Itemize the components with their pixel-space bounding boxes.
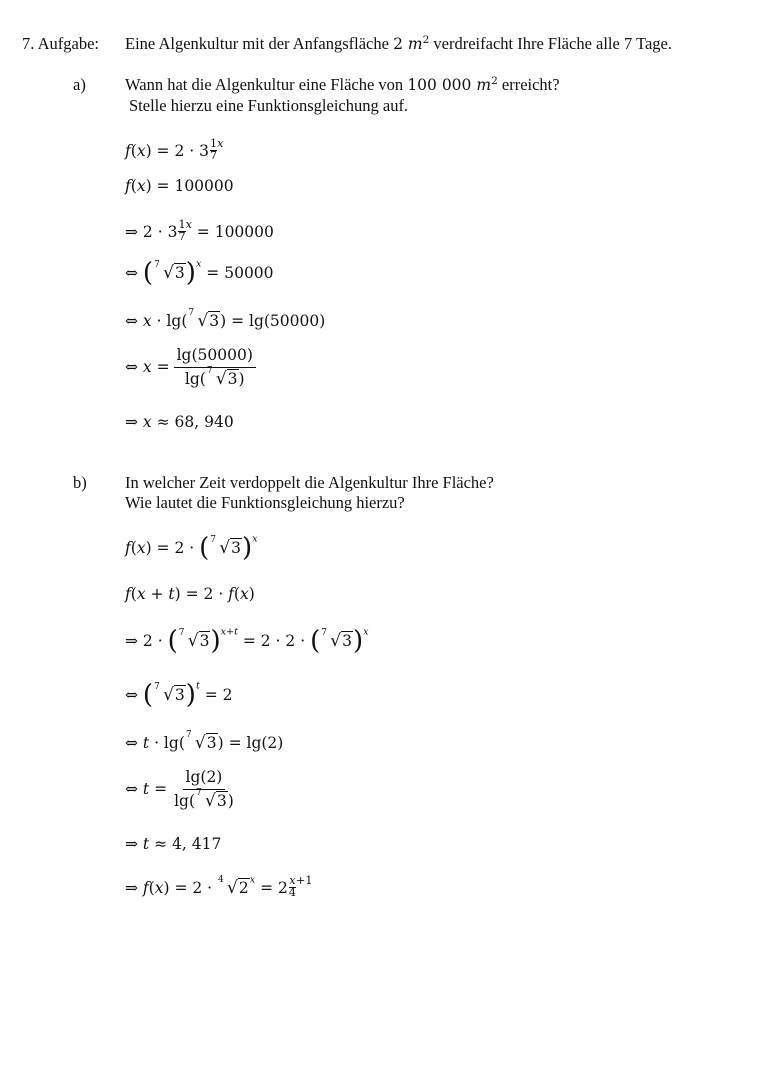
task-intro-text-pre: Eine Algenkultur mit der Anfangsfläche <box>125 34 389 53</box>
eq-a3-factor: 2 <box>142 222 153 241</box>
eq-a6-numerator: lg(50000) <box>174 347 256 368</box>
part-a-q1-qty: 100 000 <box>407 76 472 94</box>
eq-a1-factor: 2 <box>174 141 185 160</box>
part-a-label: a) <box>73 75 86 94</box>
eq-a2-value: 100000 <box>174 177 234 195</box>
eq-a5-rhs: lg(50000) <box>249 312 326 330</box>
intro-exp: 2 <box>422 34 430 47</box>
eq-b6-numerator: lg(2) <box>183 769 226 790</box>
part-a-q1-pre: Wann hat die Algenkultur eine Fläche von <box>125 75 404 94</box>
eq-a5: ⇔ x · lg( 7 √3) = lg(50000) <box>125 308 326 331</box>
task-intro <box>125 35 672 54</box>
eq-a1: f(x) = 2 · 3 $\frac{1}{7}$ $^x$ <box>125 137 224 162</box>
eq-b2: f(x + t) = 2 · f(x) <box>125 585 255 603</box>
eq-a3-value: 100000 <box>214 222 274 241</box>
part-a-q1-quantity <box>407 76 497 94</box>
part-a-q1-post: erreicht? <box>501 75 560 94</box>
part-b-question-2: Wie lautet die Funktionsgleichung hierzu? <box>125 493 405 512</box>
eq-a2: f(x) = 100000 <box>125 177 234 195</box>
eq-a6-denominator: lg( 7 √3) <box>184 365 245 389</box>
eq-b7: ⇒ t ≈ 4, 417 <box>125 835 222 853</box>
eq-b4: ⇔ ( 7 √3)$^t$ = 2 <box>125 680 233 710</box>
eq-b6-denominator: lg( 7 √3) <box>174 787 234 811</box>
intro-qty: 2 <box>393 35 403 53</box>
eq-b7-result: 4, 417 <box>172 835 222 853</box>
part-a-question-1 <box>125 76 560 95</box>
eq-a7-result: 68, 940 <box>174 413 234 431</box>
part-b-label: b) <box>73 473 87 492</box>
eq-a4-value: 50000 <box>224 264 274 282</box>
part-a-q1-exp: 2 <box>491 75 498 88</box>
eq-a3: ⇒ 2 · 3 $\frac{1}{7}$ $^x$ = 100000 <box>125 218 274 243</box>
eq-b6: ⇔ t = lg(2) lg( 7 √3) <box>125 769 237 811</box>
intro-unit: m <box>407 35 423 53</box>
eq-a6: ⇔ x = lg(50000) lg( 7 √3) <box>125 347 256 389</box>
task-intro-quantity <box>393 35 429 53</box>
eq-b1: f(x) = 2 · ( 7 √3)$^x$ <box>125 533 258 563</box>
eq-a4-base: 3 <box>174 264 185 282</box>
eq-a7: ⇒ x ≈ 68, 940 <box>125 413 234 431</box>
part-a-question-2: Stelle hierzu eine Funktionsgleichung auf. <box>129 96 409 115</box>
eq-b3: ⇒ 2 · ( 7 √3)$^{x+t}$ = 2 · 2 · ( 7 √3)$^x$ <box>125 626 369 656</box>
eq-a4: ⇔ ( 7 √3)$^x$ = 50000 <box>125 258 274 288</box>
eq-a1-base: 3 <box>199 141 209 160</box>
part-b-question-1: In welcher Zeit verdoppelt die Algenkultur Ihre Fläche? <box>125 473 494 492</box>
eq-b8: ⇒ f(x) = 2 · 4 $√2^x = 2$ $\frac{x}{4}$ $^{+1}$ <box>125 874 313 899</box>
task-intro-text-post: verdreifacht Ihre Fläche alle 7 Tage. <box>433 34 672 53</box>
task-number: 7. Aufgabe: <box>22 34 99 53</box>
part-a-q1-unit: m <box>476 76 492 94</box>
eq-a3-base: 3 <box>167 222 178 241</box>
eq-b5: ⇔ t · lg( 7 √3) = lg(2) <box>125 730 284 753</box>
eq-a4-root-index: 7 <box>154 260 160 270</box>
